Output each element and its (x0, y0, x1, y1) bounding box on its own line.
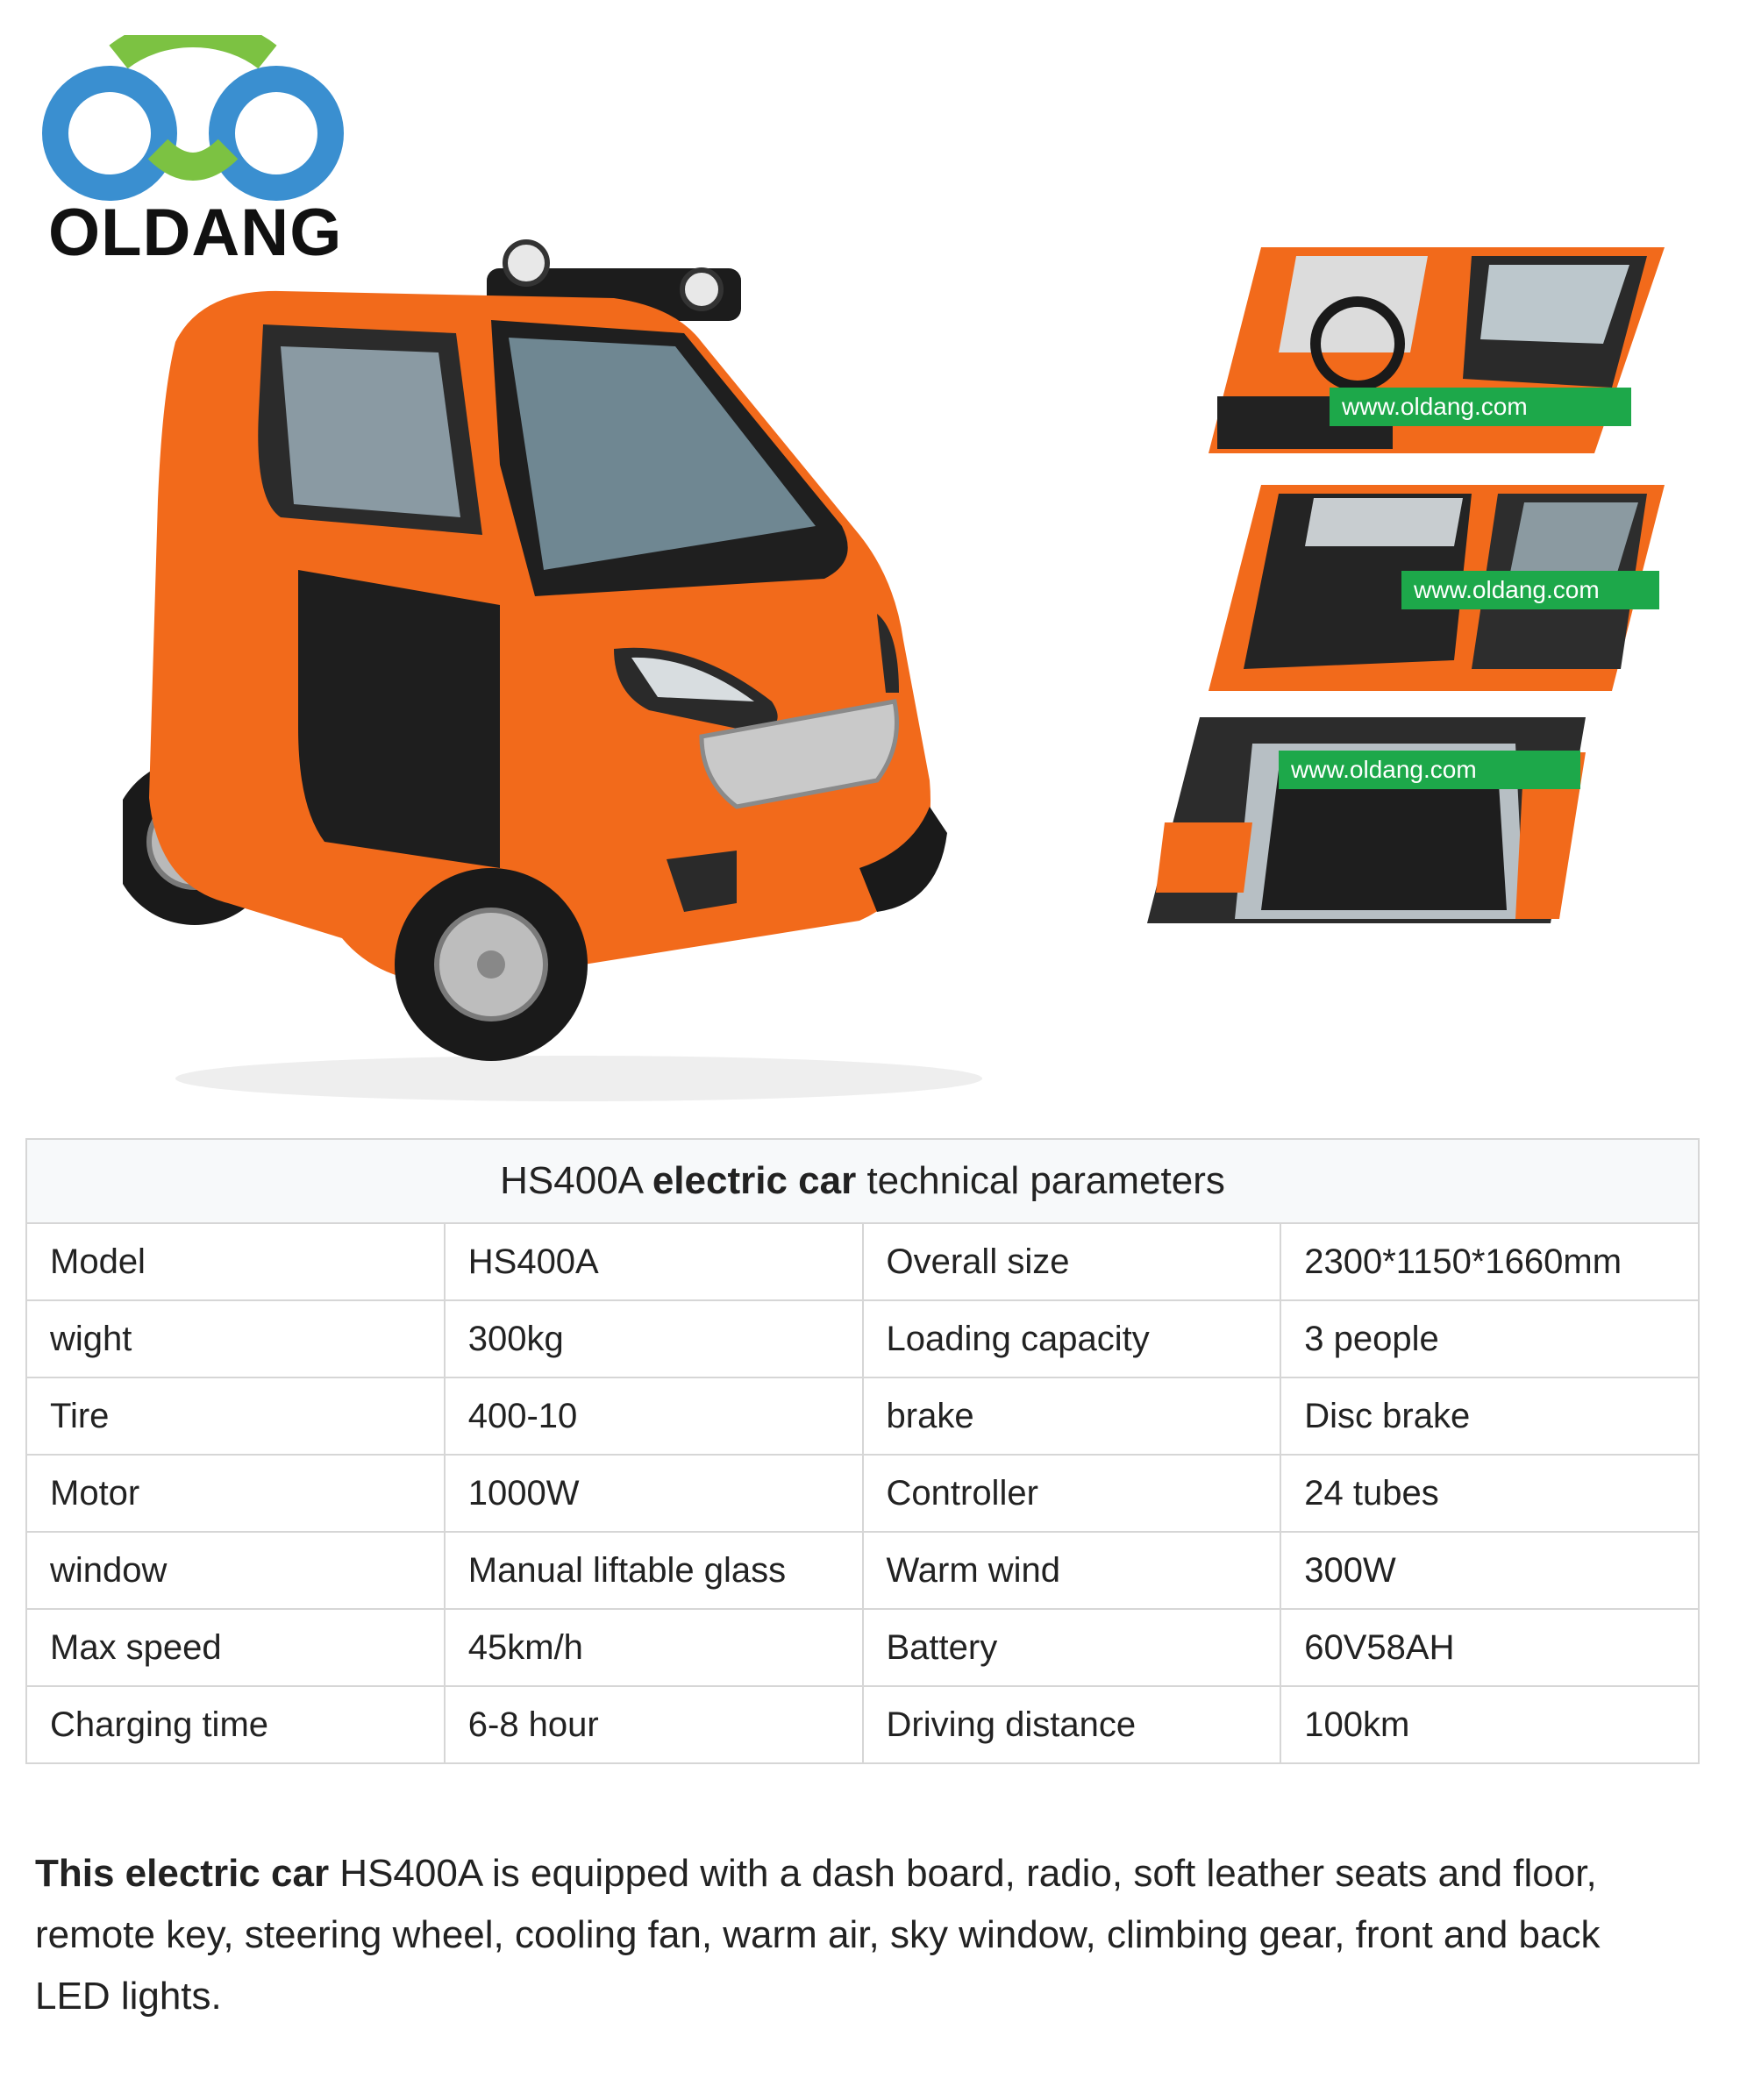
door-thumbnail[interactable] (1209, 485, 1665, 691)
table-row (26, 1300, 1699, 1377)
spec-label: window (26, 1532, 445, 1609)
table-caption-row (26, 1139, 1699, 1223)
description-text: HS400A is equipped with a dash board, radio, soft leather seats and floor, remote key, steering wheel, cooling fan, warm air, sky window, climbing gear, front and back LED lights. (35, 1852, 1601, 2018)
spec-label: Loading capacity (863, 1300, 1281, 1377)
spec-value: 300kg (445, 1300, 863, 1377)
brand-name: OLDANG (48, 196, 343, 270)
table-row (26, 1377, 1699, 1455)
spec-label: Overall size (863, 1223, 1281, 1300)
spec-value: Disc brake (1280, 1377, 1699, 1455)
spec-label: Max speed (26, 1609, 445, 1686)
table-row (26, 1686, 1699, 1763)
watermark-text: www.oldang.com (1279, 751, 1580, 789)
spec-value: Manual liftable glass (445, 1532, 863, 1609)
spec-label: Motor (26, 1455, 445, 1532)
description-bold: This electric car (35, 1852, 330, 1895)
interior-thumbnail[interactable] (1209, 247, 1665, 453)
watermark-text: www.oldang.com (1401, 571, 1659, 609)
table-row (26, 1609, 1699, 1686)
spec-value: 60V58AH (1280, 1609, 1699, 1686)
orange-electric-car-icon (123, 237, 1052, 1114)
table-row (26, 1223, 1699, 1300)
spec-table (25, 1138, 1700, 1764)
spec-value: HS400A (445, 1223, 863, 1300)
seat-photo-icon (1147, 717, 1603, 923)
spec-label: Warm wind (863, 1532, 1281, 1609)
spec-value: 24 tubes (1280, 1455, 1699, 1532)
spec-label: Driving distance (863, 1686, 1281, 1763)
table-caption: HS400A electric car technical parameters (26, 1139, 1699, 1223)
spec-value: 45km/h (445, 1609, 863, 1686)
spec-value: 1000W (445, 1455, 863, 1532)
spec-label: Charging time (26, 1686, 445, 1763)
spec-label: Model (26, 1223, 445, 1300)
spec-label: Controller (863, 1455, 1281, 1532)
spec-value: 6-8 hour (445, 1686, 863, 1763)
spec-label: wight (26, 1300, 445, 1377)
table-row (26, 1455, 1699, 1532)
table-row (26, 1532, 1699, 1609)
spec-value: 100km (1280, 1686, 1699, 1763)
spec-value: 3 people (1280, 1300, 1699, 1377)
spec-value: 400-10 (445, 1377, 863, 1455)
spec-label: brake (863, 1377, 1281, 1455)
spec-value: 2300*1150*1660mm (1280, 1223, 1699, 1300)
product-description (35, 1843, 1684, 2027)
spec-value: 300W (1280, 1532, 1699, 1609)
watermark-text: www.oldang.com (1330, 388, 1631, 426)
spec-label: Tire (26, 1377, 445, 1455)
seat-thumbnail[interactable] (1147, 717, 1603, 923)
spec-label: Battery (863, 1609, 1281, 1686)
